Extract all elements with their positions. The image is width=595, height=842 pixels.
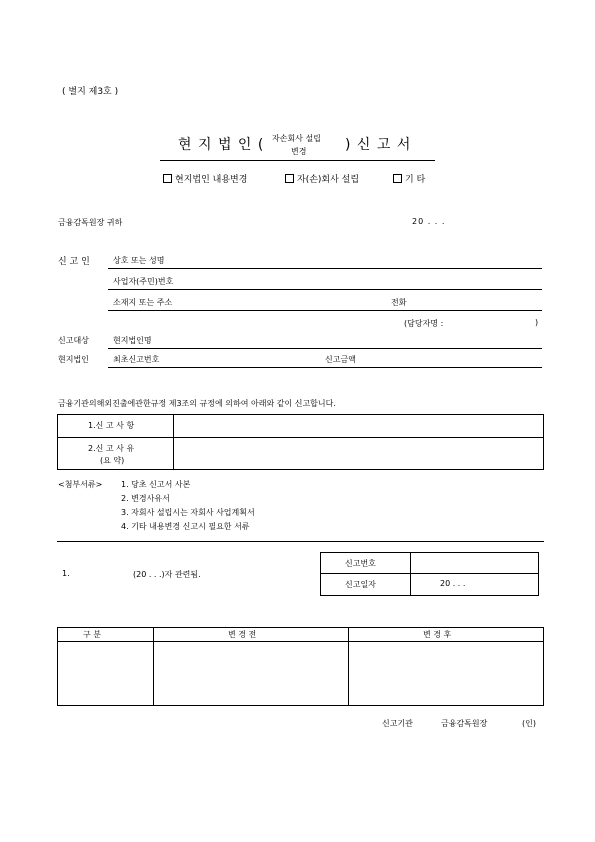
report-date-value: 20 . . . — [440, 579, 466, 588]
details-row-summary: (요 약) — [100, 456, 125, 465]
section-divider — [57, 541, 544, 542]
statement-text: 금융기관의해외진출에관한규정 제3조의 규정에 의하여 아래와 같이 신고합니다. — [58, 399, 336, 408]
form-title-suffix: ) 신 고 서 — [345, 137, 412, 153]
checkbox[interactable] — [393, 174, 402, 183]
reporter-label: 신 고 인 — [58, 257, 90, 267]
form-number: ( 별지 제3호 ) — [62, 87, 119, 97]
change-table-col-divider-1 — [153, 627, 154, 706]
reporter-address-line[interactable] — [108, 310, 542, 311]
reporter-address-label: 소재지 또는 주소 — [113, 298, 173, 307]
entity-name-line[interactable] — [108, 348, 542, 349]
report-info-divider — [410, 552, 411, 596]
related-number: 1. — [62, 569, 70, 578]
footer-agency-label: 신고기관 — [382, 719, 413, 728]
report-type-other[interactable]: 기 타 — [393, 172, 425, 185]
change-category-field[interactable] — [59, 643, 151, 704]
report-date-label: 신고일자 — [345, 580, 376, 589]
reporter-name-label: 상호 또는 성명 — [113, 256, 165, 265]
form-title-stacked-bottom: 변경 — [291, 147, 307, 156]
entity-name-label: 현지법인명 — [113, 336, 152, 345]
footer-seal: (인) — [522, 719, 536, 728]
report-type-local-change[interactable]: 현지법인 내용변경 — [163, 172, 247, 185]
report-number-field[interactable] — [412, 554, 537, 572]
title-underline — [160, 160, 435, 161]
form-title-stacked-top: 자손회사 설립 — [272, 134, 321, 143]
first-report-line[interactable] — [108, 367, 542, 368]
details-table-row-divider — [57, 437, 544, 438]
report-items-field[interactable] — [175, 416, 542, 436]
target-label-1: 신고대상 — [58, 336, 89, 345]
details-row-reason: 2.신 고 사 유 — [88, 444, 135, 453]
reporter-id-label: 사업자(주민)번호 — [113, 277, 174, 286]
report-number-label: 신고번호 — [345, 559, 376, 568]
contact-person-close: ) — [535, 318, 539, 327]
report-reason-field[interactable] — [175, 439, 542, 468]
footer-agency: 금융감독원장 — [441, 719, 488, 728]
reporter-name-line[interactable] — [108, 268, 542, 269]
phone-label: 전화 — [391, 298, 407, 307]
attachment-item-4: 4. 기타 내용변경 신고시 필요한 서류 — [121, 522, 250, 531]
details-table-divider — [173, 414, 174, 470]
report-type-subsidiary[interactable]: 자(손)회사 설립 — [285, 172, 359, 185]
change-table-col-divider-2 — [348, 627, 349, 706]
addressee: 금융감독원장 귀하 — [58, 218, 123, 227]
change-header-after: 변 경 후 — [423, 630, 452, 639]
report-amount-label: 신고금액 — [325, 355, 356, 364]
related-text: (20 . . .)자 관련됨. — [133, 570, 201, 579]
attachment-item-1: 1. 당초 신고서 사본 — [121, 480, 191, 489]
change-header-category: 구 분 — [83, 630, 101, 639]
attachment-item-3: 3. 자회사 설립시는 자회사 사업계획서 — [121, 508, 255, 517]
target-label-2: 현지법인 — [58, 355, 89, 364]
contact-person-label: (담당자명 : — [404, 319, 444, 328]
report-info-row-divider — [320, 573, 539, 574]
checkbox[interactable] — [163, 174, 172, 183]
reporter-id-line[interactable] — [108, 289, 542, 290]
form-title-prefix: 현 지 법 인 ( — [178, 137, 265, 153]
report-date: 20 . . . — [412, 217, 446, 226]
change-after-field[interactable] — [350, 643, 542, 704]
change-table-header-divider — [57, 641, 544, 642]
change-header-before: 변 경 전 — [228, 630, 257, 639]
attachments-label: <첨부서류> — [58, 480, 103, 489]
details-row-items: 1.신 고 사 항 — [88, 421, 135, 430]
first-report-no-label: 최초신고번호 — [113, 355, 160, 364]
change-before-field[interactable] — [155, 643, 346, 704]
checkbox[interactable] — [285, 174, 294, 183]
attachment-item-2: 2. 변경사유서 — [121, 494, 170, 503]
